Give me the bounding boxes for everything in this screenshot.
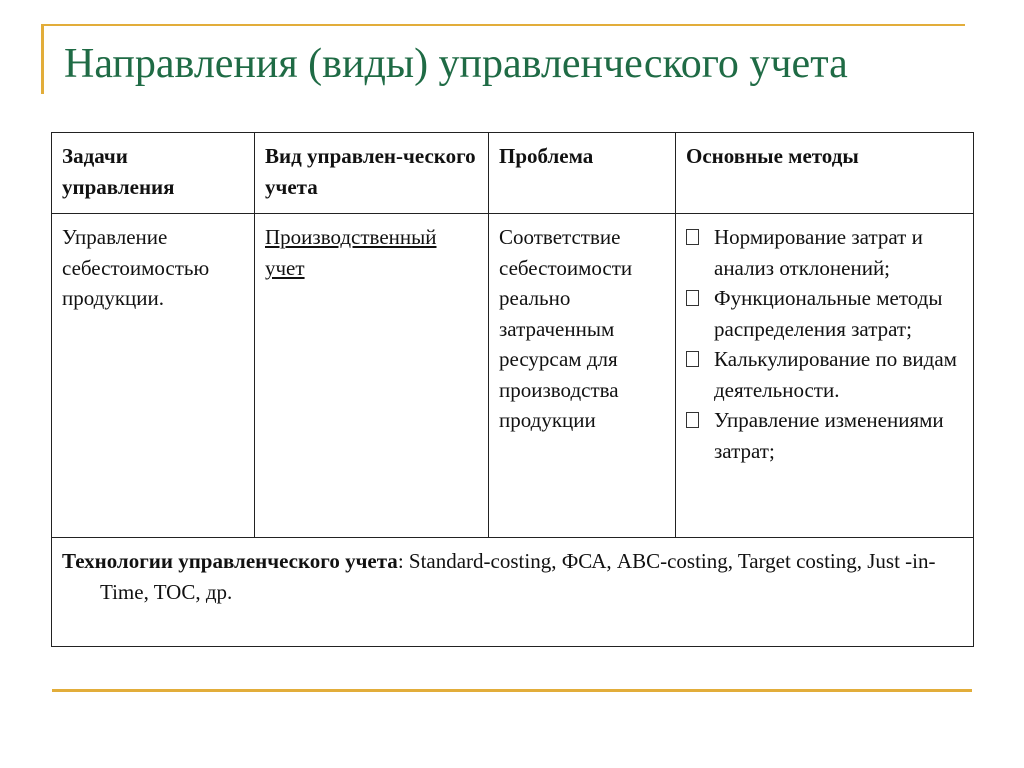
method-text: Нормирование затрат и анализ отклонений; <box>714 225 923 280</box>
list-item <box>686 405 963 466</box>
method-text: Функциональные методы распределения затрат; <box>714 286 943 341</box>
table-row <box>52 214 974 538</box>
cell-problem: Соответствие себестоимости реально затраченным ресурсам для производства продукции <box>489 214 676 538</box>
list-item <box>686 222 963 283</box>
checkbox-bullet-icon <box>686 412 699 428</box>
cell-accounting-type <box>255 214 489 538</box>
methods-list <box>686 222 963 466</box>
technologies-text <box>62 546 963 607</box>
header-methods: Основные методы <box>676 133 974 214</box>
production-accounting-link: Производственный учет <box>265 225 437 280</box>
accent-top-line <box>41 24 965 26</box>
header-problem: Проблема <box>489 133 676 214</box>
header-tasks: Задачи управления <box>52 133 255 214</box>
cell-technologies <box>52 538 974 647</box>
cell-methods <box>676 214 974 538</box>
header-accounting-type: Вид управлен-ческого учета <box>255 133 489 214</box>
technologies-list: : Standard-costing, ФСА, ABC-costing, Target costing, Just -in-Time, TOC, др. <box>100 549 936 604</box>
checkbox-bullet-icon <box>686 290 699 306</box>
checkbox-bullet-icon <box>686 229 699 245</box>
management-accounting-table <box>51 132 974 647</box>
method-text: Калькулирование по видам деятельности. <box>714 347 957 402</box>
list-item <box>686 283 963 344</box>
list-item <box>686 344 963 405</box>
table-header-row <box>52 133 974 214</box>
method-text: Управление изменениями затрат; <box>714 408 944 463</box>
accent-bottom-line <box>52 689 972 692</box>
checkbox-bullet-icon <box>686 351 699 367</box>
technologies-label: Технологии управленческого учета <box>62 549 398 573</box>
table-footer-row <box>52 538 974 647</box>
slide-title: Направления (виды) управленческого учета <box>64 41 848 87</box>
cell-task: Управление себестоимостью продукции. <box>52 214 255 538</box>
accent-vertical-line <box>41 24 44 94</box>
